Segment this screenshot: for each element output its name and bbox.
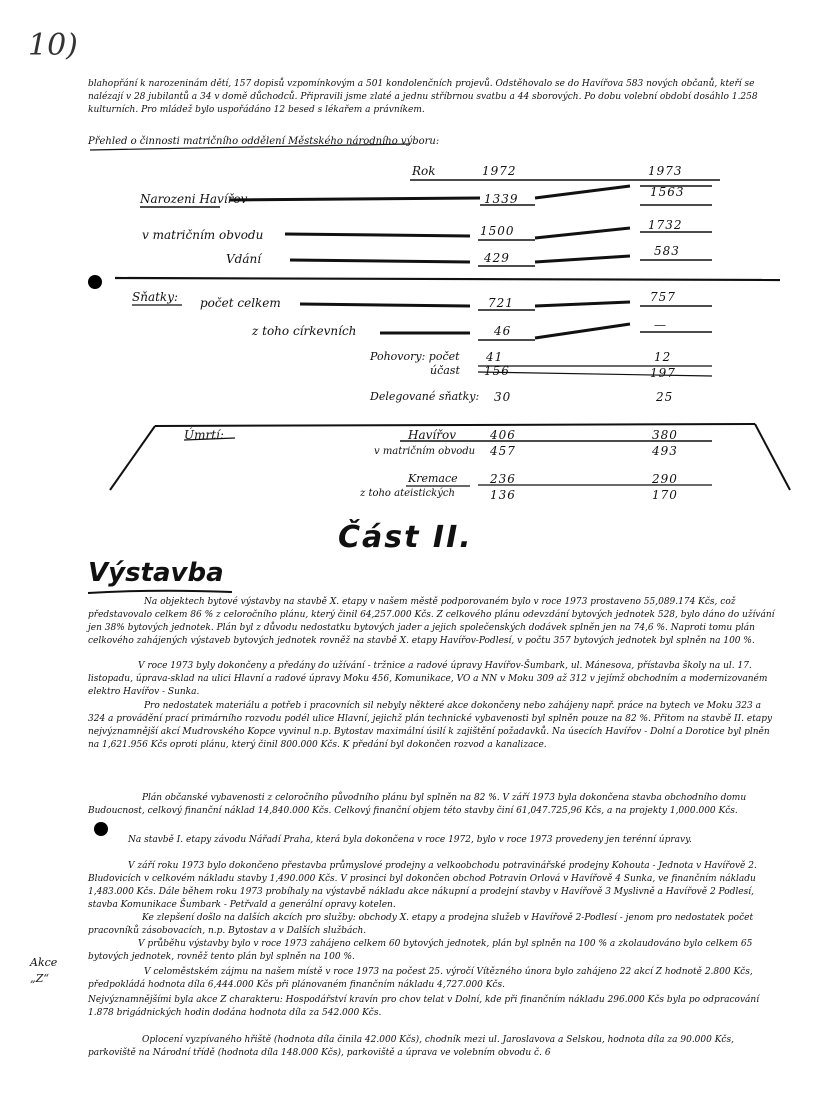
row-cirkevnich-1973: — (654, 318, 667, 332)
row-matricni-1973: 1732 (648, 218, 683, 232)
snatky-label: Sňatky: (132, 290, 179, 304)
margin-note: Akce „Z“ (30, 956, 58, 985)
row-label-matricni: v matričním obvodu (142, 228, 264, 242)
kremace-1973: 290 (652, 472, 678, 486)
year-1973: 1973 (648, 164, 683, 178)
row-label-vdani: Vdání (226, 252, 262, 266)
row-umrti-havirov-1972: 406 (490, 428, 516, 442)
pohovory-label: Pohovory: počet (370, 350, 460, 363)
row-narozeni-1973: 1563 (650, 185, 685, 199)
row-matricni-1972: 1500 (480, 224, 515, 238)
row-label-umrti-havirov: Havířov (408, 428, 456, 442)
subsection-title: Výstavba (88, 558, 224, 588)
kremace-label: Kremace (408, 472, 458, 485)
pohovory-1972: 41 (486, 350, 504, 364)
row-cirkevnich-1972: 46 (494, 324, 512, 338)
paragraph-3: Pro nedostatek materiálu a potřeb i pracovních sil nebyly některé akce dokončeny nebo zahájeny např. práce na bytech ve Moku 323 a 324 a provádění prací primárního rozvodu podél ulice Hlavní, jejichž plán technické vybavenosti byl splněn pouze na 82 %. Přitom na stavbě II. etapy nejvýznamnější akcí Mudrovského Kopce vyvinul n.p. Bytostav maximální úsilí k zajištění požadavků. Na úsecích Havířov - Dolní a Dorotice byl plněn na 1,621.956 Kčs oproti plánu, který činil 800.000 Kčs. K předání byl dokončen rozvod a kanalizace. (88, 701, 773, 750)
row-label-pocet-celkem: počet celkem (200, 296, 281, 310)
row-umrti-havirov-1973: 380 (652, 428, 678, 442)
row-pocet-celkem-1972: 721 (488, 296, 514, 310)
umrti-label: Úmrtí: (184, 428, 224, 442)
row-label-cirkevnich: z toho církevních (252, 324, 357, 338)
table-heading: Přehled o činnosti matričního oddělení Městského národního výboru: (88, 136, 440, 147)
paragraph-1: Na objektech bytové výstavby na stavbě X. etapy v našem městě podporovaném bylo v roce 1973 prostaveno 55,089.174 Kčs, což představovalo celkem 86 % z celoročního plánu, který činil 64,257.000 Kčs. Z celkového plánu odevzdání bytových jednotek 528, bylo dáno do užívání jen 38% bytových jednotek. Plán byl z důvodu nedostatku bytových jader a jejich společenských dodávek splněn jen na 74,6 %. Naproti tomu plán celkového zahájených výstaveb bytových jednotek rovněž na stavbě X. etapy Havířov-Podlesí, v počtu 357 bytových jednotek byl splněn na 100 %. (88, 597, 775, 646)
paragraph-2: V roce 1973 byly dokončeny a předány do užívání - tržnice a radové úpravy Havířov-Šumbark, ul. Mánesova, přístavba školy na ul. 17. listopadu, úprava-sklad na ulici Hlavní a radové úpravy Moku 456, Komunikace, VO a NN v Moku 309 až 312 v jejímž obchodním a modernizovaném elektro Havířov - Sunka. (88, 661, 768, 697)
page-number: 10) (28, 28, 78, 63)
paragraph-8: V průběhu výstavby bylo v roce 1973 zahájeno celkem 60 bytových jednotek, plán byl splněn na 100 % a zkolaudováno bylo celkem 65 bytových jednotek, rovněž tento plán byl splněn na 100 %. (88, 939, 753, 962)
ateist-1972: 136 (490, 488, 516, 502)
row-label-narozeni: Narozeni Havířov (140, 192, 248, 206)
punch-hole-1 (88, 275, 102, 289)
delegovane-1972: 30 (494, 390, 512, 404)
pohovory-1973: 12 (654, 350, 672, 364)
paragraph-5: Na stavbě I. etapy závodu Nářadí Praha, která byla dokončena v roce 1972, bylo v roce 1973 provedeny jen terénní úpravy. (128, 835, 692, 845)
table-lines (0, 0, 820, 520)
row-umrti-matricni-1973: 493 (652, 444, 678, 458)
kremace-1972: 236 (490, 472, 516, 486)
row-vdani-1973: 583 (654, 244, 680, 258)
ucast-1972: 156 (484, 364, 510, 378)
row-narozeni-1972: 1339 (484, 192, 519, 206)
delegovane-1973: 25 (656, 390, 674, 404)
row-vdani-1972: 429 (484, 251, 510, 265)
paragraph-6: V září roku 1973 bylo dokončeno přestavba průmyslové prodejny a velkoobchodu potravinářské prodejny Kohouta - Jednota v Havířově 2. Bludovicích v celkovém nákladu stavby 1,490.000 Kčs. V prosinci byl dokončen obchod Potravin Orlová v Havířově 4 Sunka, ve finančním nákladu 1,483.000 Kčs. Dále během roku 1973 probíhaly na výstavbě nákladu akce nákupní a prodejní stavby v Havířově 3 Myslivně a Havířově 2 Podlesí, stavba Komunikace Šumbark - Petřvald a generální opravy kotelen. (88, 861, 757, 910)
row-umrti-matricni-1972: 457 (490, 444, 516, 458)
row-label-umrti-matricni: v matričním obvodu (374, 446, 476, 457)
paragraph-9: V celoměstském zájmu na našem místě v roce 1973 na počest 25. výročí Vítězného února bylo zahájeno 22 akcí Z hodnotě 2.800 Kčs, předpokládá hodnota díla 6,444.000 Kčs při plánovaném finančním nákladu 4,727.000 Kčs. (88, 967, 753, 990)
paragraph-4: Plán občanské vybavenosti z celoročního původního plánu byl splněn na 82 %. V září 1973 byla dokončena stavba obchodního domu Budoucnost, celkový finanční náklad 14,840.000 Kčs. Celkový finanční objem této stavby činí 61,047.725,96 Kčs, a na projekty 1,000.000 Kčs. (88, 793, 747, 816)
delegovane-label: Delegované sňatky: (370, 390, 480, 403)
row-pocet-celkem-1973: 757 (650, 290, 676, 304)
paragraph-10: Nejvýznamnějšími byla akce Z charakteru: Hospodářství kravín pro chov telat v Dolní, kde při finančním nákladu 296.000 Kčs byla po odpracování 1.878 brigádnických hodin dodána hodnota díla za 542.000 Kčs. (88, 995, 760, 1018)
intro-paragraph: blahopřání k narozeninám dětí, 157 dopisů vzpomínkovým a 501 kondolenčních projevů. Odstěhovalo se do Havířova 583 nových občanů, kteří se nalézají v 28 jubilantů a 34 v domě důchodců. Připravili jsme zlaté a jednu stříbrnou svatbu a 44 sborových. Po dobu volební období dosáhlo 1.258 kulturních. Pro mládež bylo uspořádáno 12 besed s lékařem a právníkem. (88, 79, 758, 115)
paragraph-11: Oplocení vyzpívaného hřiště (hodnota díla činila 42.000 Kčs), chodník mezi ul. Jaroslavova a Selskou, hodnota díla za 90.000 Kčs, parkoviště na Národní třídě (hodnota díla 148.000 Kčs), parkoviště a úprava ve volebním obvodu č. 6 (88, 1035, 734, 1058)
year-label: Rok (412, 164, 436, 178)
ucast-1973: 197 (650, 366, 676, 380)
section-title: Část II. (338, 520, 473, 555)
year-1972: 1972 (482, 164, 517, 178)
ateist-label: z toho ateistických (360, 488, 455, 499)
subsection-underline (86, 588, 236, 596)
ucast-label: účast (430, 364, 460, 377)
ateist-1973: 170 (652, 488, 678, 502)
paragraph-7: Ke zlepšení došlo na dalších akcích pro služby: obchody X. etapy a prodejna služeb v Havířově 2-Podlesí - jenom pro nedostatek počet pracovníků zásobovacích, n.p. Bytostav a v Dalších službách. (88, 913, 754, 936)
